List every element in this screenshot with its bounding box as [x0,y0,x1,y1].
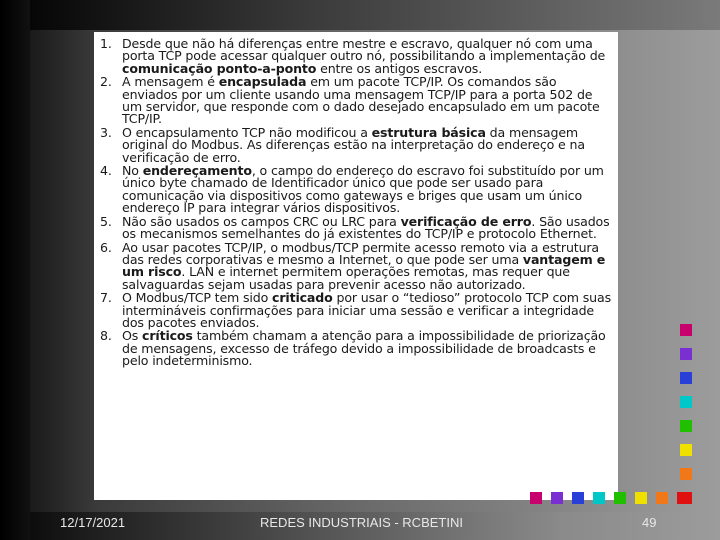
list-item-number: 1. [100,36,112,51]
list-item-number: 2. [100,74,112,90]
list-item-number: 3. [100,124,112,140]
list-item-text: Ao usar pacotes TCP/IP, o modbus/TCP permite acesso remoto via a estrutura das redes corporativas e mesmo a Internet, o que pode ser uma vantagem e um risco. LAN e internet permitem operações remotas, mas requer que salvaguardas sejam usadas para prevenir acesso não autorizado. [122,239,606,292]
decor-square [656,492,668,504]
list-item-number: 4. [100,163,112,179]
list-item-number: 7. [100,290,112,306]
list-item-text: A mensagem é encapsulada em um pacote TCP/IP. Os comandos são enviados por um cliente usando uma mensagem TCP/IP para a porta 502 de um servidor, que responde com o dado desejado encapsulado em um pacote TCP/IP. [122,74,600,127]
list-item [100,330,612,367]
decor-square [680,420,692,432]
decor-square [680,444,692,456]
list-item-number: 6. [100,239,112,255]
numbered-list [100,38,612,368]
decor-square [680,348,692,360]
list-item-text: Desde que não há diferenças entre mestre e escravo, qualquer nó com uma porta TCP pode acessar qualquer outro nó, possibilitando a implementação de comunicação ponto-a-ponto entre os antigos escravos. [122,36,606,76]
decor-square [680,396,692,408]
decorative-color-squares-row [530,492,690,504]
list-item [100,124,612,165]
footer-page-number: 49 [642,515,657,530]
list-item-text: O Modbus/TCP tem sido criticado por usar o “tedioso” protocolo TCP com suas intermináveis confirmações para iniciar uma sessão e verificar a integridade dos pacotes enviados. [122,290,611,330]
decor-square [551,492,563,504]
footer-title: REDES INDUSTRIAIS - RCBETINI [260,515,463,530]
decor-square [680,372,692,384]
left-dark-band [0,0,30,540]
decor-square [680,324,692,336]
list-item [100,213,612,242]
decor-square [677,492,689,504]
slide-content-text-image [94,32,618,500]
list-item [100,292,612,329]
list-item-text: No endereçamento, o campo do endereço do escravo foi substituído por um único byte chamado de Identificador único que pode ser usado para comunicação via dispositivos como gateways e briges que usam um único endereço IP para integrar vários dispositivos. [122,163,604,216]
list-item [100,76,612,126]
decor-square [593,492,605,504]
list-item-number: 5. [100,213,112,229]
decor-square [614,492,626,504]
decor-square [572,492,584,504]
top-dark-band [30,0,720,30]
decor-square [635,492,647,504]
list-item [100,165,612,215]
list-item [100,38,612,75]
decor-square [530,492,542,504]
list-item [100,239,612,292]
list-item-number: 8. [100,328,112,344]
list-item-text: O encapsulamento TCP não modificou a estrutura básica da mensagem original do Modbus. As diferenças estão na interpretação do endereço e na verificação de erro. [122,124,585,165]
list-item-text: Os críticos também chamam a atenção para a impossibilidade de priorização de mensagens, excesso de tráfego devido a impossibilidade de broadcasts e pelo indeterminismo. [122,328,606,369]
list-item-text: Não são usados os campos CRC ou LRC para verificação de erro. São usados os mecanismos semelhantes do já existentes do TCP/IP e protocolo Ethernet. [122,213,610,242]
footer-date: 12/17/2021 [60,515,126,530]
decor-square [680,468,692,480]
